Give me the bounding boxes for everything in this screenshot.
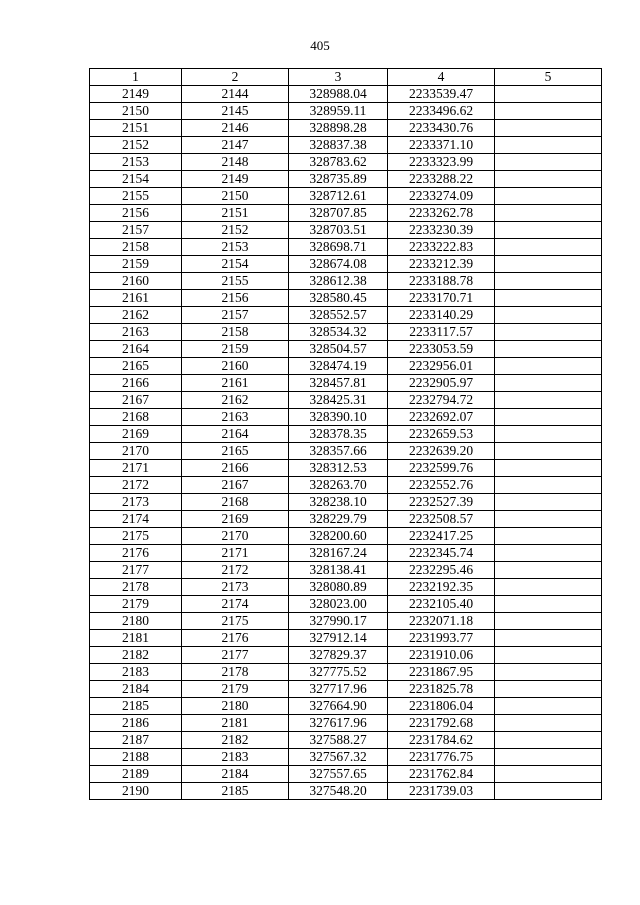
table-cell-col-2: 2179 (182, 681, 289, 698)
table-row (90, 256, 602, 273)
table-cell-col-1: 2166 (90, 375, 182, 392)
table-row (90, 222, 602, 239)
table-cell-col-3: 328837.38 (289, 137, 388, 154)
table-cell-col-2: 2161 (182, 375, 289, 392)
table-cell-col-1: 2173 (90, 494, 182, 511)
table-row (90, 205, 602, 222)
table-cell-col-5 (495, 103, 602, 120)
table-cell-col-2: 2184 (182, 766, 289, 783)
table-cell-col-3: 327664.90 (289, 698, 388, 715)
table-cell-col-4: 2232639.20 (388, 443, 495, 460)
table-row (90, 324, 602, 341)
table-cell-col-2: 2169 (182, 511, 289, 528)
table-cell-col-5 (495, 171, 602, 188)
table-cell-col-5 (495, 290, 602, 307)
column-header-1: 1 (90, 69, 182, 86)
table-cell-col-4: 2233170.71 (388, 290, 495, 307)
table-cell-col-4: 2233117.57 (388, 324, 495, 341)
table-cell-col-2: 2173 (182, 579, 289, 596)
table-cell-col-4: 2231792.68 (388, 715, 495, 732)
table-cell-col-4: 2232295.46 (388, 562, 495, 579)
table-cell-col-1: 2180 (90, 613, 182, 630)
table-row (90, 528, 602, 545)
table-row (90, 137, 602, 154)
table-cell-col-2: 2168 (182, 494, 289, 511)
table-cell-col-5 (495, 426, 602, 443)
table-cell-col-1: 2185 (90, 698, 182, 715)
table-cell-col-1: 2161 (90, 290, 182, 307)
table-cell-col-2: 2178 (182, 664, 289, 681)
table-cell-col-3: 328023.00 (289, 596, 388, 613)
table-cell-col-2: 2166 (182, 460, 289, 477)
table-cell-col-5 (495, 307, 602, 324)
table-cell-col-5 (495, 392, 602, 409)
table-cell-col-4: 2232417.25 (388, 528, 495, 545)
column-header-2: 2 (182, 69, 289, 86)
table-cell-col-5 (495, 647, 602, 664)
table-cell-col-4: 2233323.99 (388, 154, 495, 171)
table-cell-col-2: 2154 (182, 256, 289, 273)
table-cell-col-5 (495, 562, 602, 579)
table-cell-col-1: 2160 (90, 273, 182, 290)
table-cell-col-4: 2231784.62 (388, 732, 495, 749)
table-row (90, 154, 602, 171)
table-cell-col-1: 2164 (90, 341, 182, 358)
table-cell-col-3: 328378.35 (289, 426, 388, 443)
table-cell-col-4: 2232508.57 (388, 511, 495, 528)
table-cell-col-1: 2154 (90, 171, 182, 188)
table-cell-col-2: 2176 (182, 630, 289, 647)
table-row (90, 681, 602, 698)
table-cell-col-2: 2155 (182, 273, 289, 290)
table-row (90, 562, 602, 579)
table-row (90, 749, 602, 766)
table-cell-col-1: 2189 (90, 766, 182, 783)
table-cell-col-4: 2233230.39 (388, 222, 495, 239)
table-row (90, 120, 602, 137)
table-cell-col-4: 2232105.40 (388, 596, 495, 613)
table-row (90, 273, 602, 290)
table-row (90, 477, 602, 494)
table-cell-col-2: 2150 (182, 188, 289, 205)
table-cell-col-5 (495, 511, 602, 528)
table-row (90, 511, 602, 528)
table-cell-col-3: 328898.28 (289, 120, 388, 137)
table-cell-col-3: 328080.89 (289, 579, 388, 596)
table-row (90, 86, 602, 103)
table-cell-col-1: 2153 (90, 154, 182, 171)
table-cell-col-3: 328390.10 (289, 409, 388, 426)
table-cell-col-3: 328580.45 (289, 290, 388, 307)
table-cell-col-1: 2187 (90, 732, 182, 749)
table-cell-col-4: 2231867.95 (388, 664, 495, 681)
table-cell-col-5 (495, 664, 602, 681)
table-cell-col-1: 2171 (90, 460, 182, 477)
table-cell-col-3: 328707.85 (289, 205, 388, 222)
table-cell-col-5 (495, 596, 602, 613)
table-cell-col-5 (495, 630, 602, 647)
table-cell-col-5 (495, 137, 602, 154)
table-cell-col-4: 2232599.76 (388, 460, 495, 477)
table-cell-col-4: 2233274.09 (388, 188, 495, 205)
table-row (90, 596, 602, 613)
table-cell-col-4: 2231762.84 (388, 766, 495, 783)
table-cell-col-2: 2183 (182, 749, 289, 766)
table-cell-col-3: 327829.37 (289, 647, 388, 664)
column-header-5: 5 (495, 69, 602, 86)
table-cell-col-4: 2233539.47 (388, 86, 495, 103)
coordinates-table (89, 68, 602, 800)
table-row (90, 698, 602, 715)
table-cell-col-3: 328674.08 (289, 256, 388, 273)
table-cell-col-5 (495, 409, 602, 426)
table-cell-col-5 (495, 188, 602, 205)
table-row (90, 103, 602, 120)
table-cell-col-4: 2232905.97 (388, 375, 495, 392)
table-cell-col-3: 327557.65 (289, 766, 388, 783)
table-cell-col-3: 328238.10 (289, 494, 388, 511)
table-cell-col-1: 2182 (90, 647, 182, 664)
table-cell-col-2: 2170 (182, 528, 289, 545)
table-cell-col-5 (495, 613, 602, 630)
table-cell-col-2: 2167 (182, 477, 289, 494)
table-cell-col-5 (495, 579, 602, 596)
table-cell-col-5 (495, 494, 602, 511)
table-cell-col-1: 2181 (90, 630, 182, 647)
table-cell-col-4: 2232552.76 (388, 477, 495, 494)
table-cell-col-1: 2178 (90, 579, 182, 596)
table-cell-col-4: 2233140.29 (388, 307, 495, 324)
table-cell-col-2: 2160 (182, 358, 289, 375)
table-cell-col-5 (495, 375, 602, 392)
table-row (90, 358, 602, 375)
table-cell-col-2: 2163 (182, 409, 289, 426)
table-row (90, 375, 602, 392)
table-cell-col-3: 328959.11 (289, 103, 388, 120)
table-row (90, 579, 602, 596)
table-cell-col-1: 2159 (90, 256, 182, 273)
table-cell-col-3: 328167.24 (289, 545, 388, 562)
table-row (90, 647, 602, 664)
table-cell-col-3: 328735.89 (289, 171, 388, 188)
table-cell-col-3: 328312.53 (289, 460, 388, 477)
table-cell-col-3: 328357.66 (289, 443, 388, 460)
table-cell-col-2: 2144 (182, 86, 289, 103)
table-cell-col-1: 2190 (90, 783, 182, 800)
table-cell-col-1: 2174 (90, 511, 182, 528)
table-row (90, 171, 602, 188)
table-cell-col-5 (495, 698, 602, 715)
table-cell-col-2: 2151 (182, 205, 289, 222)
table-cell-col-2: 2146 (182, 120, 289, 137)
table-cell-col-1: 2179 (90, 596, 182, 613)
table-cell-col-4: 2231806.04 (388, 698, 495, 715)
table-cell-col-2: 2147 (182, 137, 289, 154)
table-cell-col-3: 328200.60 (289, 528, 388, 545)
table-cell-col-2: 2149 (182, 171, 289, 188)
table-cell-col-3: 328698.71 (289, 239, 388, 256)
table-cell-col-3: 328534.32 (289, 324, 388, 341)
table-cell-col-1: 2186 (90, 715, 182, 732)
table-cell-col-2: 2185 (182, 783, 289, 800)
table-cell-col-1: 2176 (90, 545, 182, 562)
table-cell-col-1: 2163 (90, 324, 182, 341)
table-cell-col-3: 327567.32 (289, 749, 388, 766)
table-cell-col-1: 2167 (90, 392, 182, 409)
table-cell-col-4: 2231776.75 (388, 749, 495, 766)
table-cell-col-2: 2182 (182, 732, 289, 749)
table-cell-col-1: 2170 (90, 443, 182, 460)
column-header-3: 3 (289, 69, 388, 86)
table-cell-col-3: 328612.38 (289, 273, 388, 290)
table-row (90, 664, 602, 681)
table-cell-col-4: 2233222.83 (388, 239, 495, 256)
table-cell-col-1: 2150 (90, 103, 182, 120)
table-row (90, 460, 602, 477)
page-number: 405 (310, 38, 330, 53)
table-cell-col-1: 2149 (90, 86, 182, 103)
table-cell-col-5 (495, 341, 602, 358)
table-cell-col-2: 2165 (182, 443, 289, 460)
table-row (90, 766, 602, 783)
table-cell-col-5 (495, 324, 602, 341)
table-cell-col-5 (495, 545, 602, 562)
column-header-4: 4 (388, 69, 495, 86)
table-cell-col-3: 328138.41 (289, 562, 388, 579)
table-row (90, 426, 602, 443)
table-cell-col-4: 2233212.39 (388, 256, 495, 273)
table-cell-col-5 (495, 766, 602, 783)
table-cell-col-2: 2171 (182, 545, 289, 562)
table-cell-col-4: 2233188.78 (388, 273, 495, 290)
table-cell-col-5 (495, 222, 602, 239)
table-row (90, 409, 602, 426)
table-cell-col-2: 2175 (182, 613, 289, 630)
table-cell-col-3: 328783.62 (289, 154, 388, 171)
table-row (90, 290, 602, 307)
table-cell-col-3: 327775.52 (289, 664, 388, 681)
table-cell-col-5 (495, 715, 602, 732)
table-cell-col-4: 2231739.03 (388, 783, 495, 800)
table-cell-col-3: 327588.27 (289, 732, 388, 749)
table-cell-col-3: 328504.57 (289, 341, 388, 358)
table-cell-col-2: 2159 (182, 341, 289, 358)
table-cell-col-5 (495, 358, 602, 375)
table-cell-col-5 (495, 239, 602, 256)
table-cell-col-1: 2155 (90, 188, 182, 205)
table-cell-col-1: 2151 (90, 120, 182, 137)
table-row (90, 494, 602, 511)
table-cell-col-4: 2232956.01 (388, 358, 495, 375)
table-cell-col-1: 2165 (90, 358, 182, 375)
table-cell-col-2: 2172 (182, 562, 289, 579)
table-cell-col-1: 2188 (90, 749, 182, 766)
table-row (90, 613, 602, 630)
table-cell-col-5 (495, 681, 602, 698)
table-cell-col-3: 327990.17 (289, 613, 388, 630)
table-row (90, 341, 602, 358)
table-cell-col-4: 2232071.18 (388, 613, 495, 630)
table-cell-col-4: 2232692.07 (388, 409, 495, 426)
table-cell-col-4: 2232794.72 (388, 392, 495, 409)
table-row (90, 307, 602, 324)
table-cell-col-4: 2231825.78 (388, 681, 495, 698)
table-cell-col-1: 2157 (90, 222, 182, 239)
table-cell-col-4: 2231993.77 (388, 630, 495, 647)
table-cell-col-5 (495, 154, 602, 171)
table-cell-col-3: 328703.51 (289, 222, 388, 239)
table-header (90, 69, 602, 86)
table-cell-col-3: 328457.81 (289, 375, 388, 392)
table-body (90, 86, 602, 800)
table-row (90, 392, 602, 409)
table-cell-col-5 (495, 205, 602, 222)
table-cell-col-5 (495, 120, 602, 137)
table-cell-col-5 (495, 256, 602, 273)
table-cell-col-1: 2156 (90, 205, 182, 222)
table-cell-col-3: 328712.61 (289, 188, 388, 205)
table-cell-col-2: 2156 (182, 290, 289, 307)
table-row (90, 630, 602, 647)
table-cell-col-4: 2232192.35 (388, 579, 495, 596)
table-cell-col-3: 328229.79 (289, 511, 388, 528)
table-cell-col-3: 328552.57 (289, 307, 388, 324)
table-cell-col-1: 2162 (90, 307, 182, 324)
table-cell-col-3: 327912.14 (289, 630, 388, 647)
table-cell-col-5 (495, 86, 602, 103)
table-cell-col-1: 2184 (90, 681, 182, 698)
table-cell-col-3: 327617.96 (289, 715, 388, 732)
table-cell-col-5 (495, 443, 602, 460)
table-cell-col-4: 2233371.10 (388, 137, 495, 154)
table-cell-col-5 (495, 732, 602, 749)
table-cell-col-2: 2174 (182, 596, 289, 613)
table-cell-col-5 (495, 273, 602, 290)
table-cell-col-2: 2157 (182, 307, 289, 324)
table-cell-col-3: 328988.04 (289, 86, 388, 103)
table-cell-col-5 (495, 749, 602, 766)
table-cell-col-5 (495, 783, 602, 800)
table-row (90, 239, 602, 256)
table-cell-col-5 (495, 477, 602, 494)
header-row (90, 69, 602, 86)
table-cell-col-1: 2152 (90, 137, 182, 154)
table-cell-col-1: 2177 (90, 562, 182, 579)
table-cell-col-1: 2168 (90, 409, 182, 426)
table-cell-col-2: 2181 (182, 715, 289, 732)
table-row (90, 732, 602, 749)
table-cell-col-1: 2175 (90, 528, 182, 545)
table-cell-col-1: 2158 (90, 239, 182, 256)
table-cell-col-4: 2233430.76 (388, 120, 495, 137)
table-row (90, 188, 602, 205)
table-cell-col-3: 328263.70 (289, 477, 388, 494)
table-cell-col-1: 2172 (90, 477, 182, 494)
table-cell-col-5 (495, 528, 602, 545)
table-cell-col-4: 2233288.22 (388, 171, 495, 188)
table-cell-col-2: 2145 (182, 103, 289, 120)
table-cell-col-1: 2183 (90, 664, 182, 681)
table-row (90, 783, 602, 800)
table-cell-col-2: 2164 (182, 426, 289, 443)
table-cell-col-2: 2162 (182, 392, 289, 409)
table-cell-col-3: 328425.31 (289, 392, 388, 409)
table-cell-col-4: 2233262.78 (388, 205, 495, 222)
table-row (90, 715, 602, 732)
table-cell-col-3: 328474.19 (289, 358, 388, 375)
table-cell-col-2: 2177 (182, 647, 289, 664)
table-cell-col-2: 2152 (182, 222, 289, 239)
table-row (90, 545, 602, 562)
table-row (90, 443, 602, 460)
table-cell-col-2: 2180 (182, 698, 289, 715)
table-cell-col-4: 2232345.74 (388, 545, 495, 562)
table-cell-col-2: 2158 (182, 324, 289, 341)
table-cell-col-4: 2232659.53 (388, 426, 495, 443)
table-cell-col-2: 2148 (182, 154, 289, 171)
table-cell-col-3: 327548.20 (289, 783, 388, 800)
table-cell-col-3: 327717.96 (289, 681, 388, 698)
table-cell-col-4: 2233053.59 (388, 341, 495, 358)
table-cell-col-1: 2169 (90, 426, 182, 443)
table-cell-col-4: 2231910.06 (388, 647, 495, 664)
table-cell-col-4: 2233496.62 (388, 103, 495, 120)
table-cell-col-5 (495, 460, 602, 477)
table-cell-col-4: 2232527.39 (388, 494, 495, 511)
table-cell-col-2: 2153 (182, 239, 289, 256)
